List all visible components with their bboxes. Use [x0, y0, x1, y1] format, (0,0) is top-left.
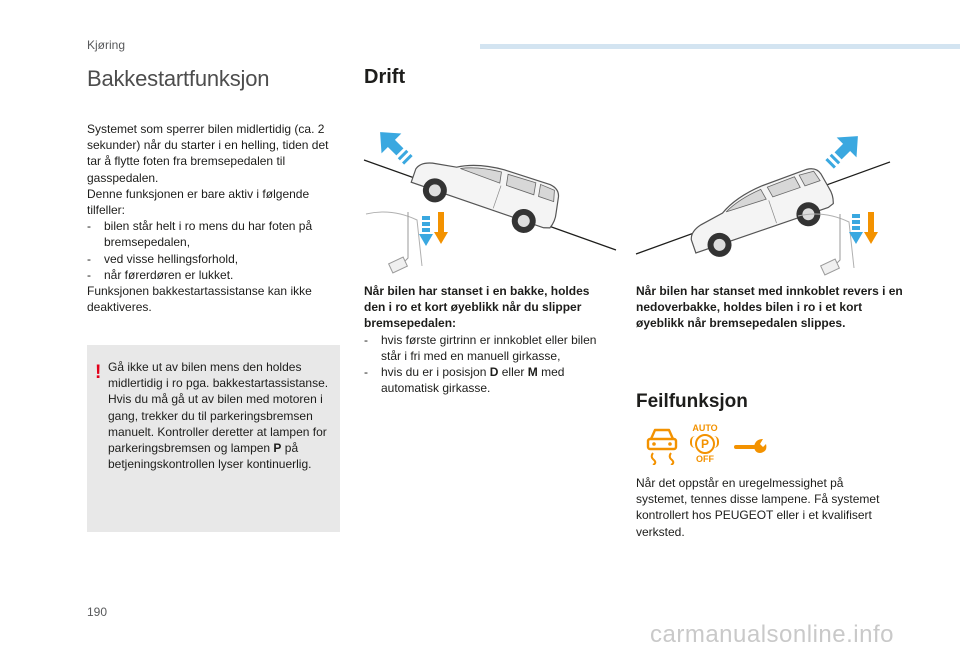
- motion-arrow-icon: [820, 126, 868, 174]
- bracket-right: [714, 436, 719, 448]
- watermark: carmanualsonline.info: [650, 621, 894, 648]
- skid-warning-icon: [644, 425, 680, 465]
- auto-label: AUTO: [692, 423, 718, 433]
- page-number: 190: [87, 605, 108, 619]
- list-item-text: med automatisk girkasse.: [381, 365, 565, 396]
- list-item-text: hvis du er i posisjon: [381, 365, 490, 380]
- bracket-left: [690, 436, 695, 448]
- pedal-icon: [366, 212, 448, 273]
- conditions-list: [87, 218, 337, 283]
- uphill-caption-block: [364, 283, 604, 396]
- off-label: OFF: [696, 454, 714, 464]
- p-circle-icon: P: [695, 434, 715, 454]
- drift-title: Drift: [364, 66, 406, 88]
- feilfunksjon-title: Feilfunksjon: [636, 391, 748, 412]
- uphill-caption: Når bilen har stanset i en bakke, holdes den i ro et kort øyeblikk når du slipper bremsepedalen:: [364, 284, 590, 331]
- downhill-caption: Når bilen har stanset med innkoblet revers i en nedoverbakke, holdes bilen i ro i et kort øyeblikk når bremsepedalen slippes.: [636, 284, 903, 331]
- intro-paragraph-3: Funksjonen bakkestartassistanse kan ikke deaktiveres.: [87, 284, 312, 315]
- exclamation-icon: !: [95, 362, 102, 383]
- downhill-car-illustration: [634, 118, 894, 278]
- wrench-icon: [734, 436, 770, 456]
- list-item: [364, 332, 604, 364]
- list-item: [364, 364, 604, 396]
- page-title: Bakkestartfunksjon: [87, 66, 270, 91]
- list-item: - bilen står helt i ro mens du har foten på bremsepedalen,: [87, 218, 337, 250]
- list-item: - ved visse hellingsforhold,: [87, 251, 337, 267]
- header-bar: [480, 44, 960, 49]
- feilfunksjon-text: Når det oppstår en uregelmessighet på systemet, tennes disse lampene. Få systemet kontrollert hos PEUGEOT eller i et kvalifisert verksted.: [636, 476, 880, 539]
- list-item-text: eller: [498, 365, 528, 380]
- warning-text-part: på betjeningskontrollen lyser kontinuerlig.: [108, 441, 312, 472]
- warning-p-symbol: P: [273, 441, 282, 456]
- warning-text-part: Gå ikke ut av bilen mens den holdes midlertidig i ro pga. bakkestartassistanse. Hvis du må gå ut av bilen med motoren i gang, trekker du til parkeringsbremsen manuelt. Kontroller deretter at lampen for parkeringsbremsen og lampen: [108, 360, 329, 456]
- warning-text: [108, 359, 336, 472]
- gear-d-label: D: [489, 365, 499, 380]
- uphill-list: [364, 332, 604, 397]
- list-item: - når førerdøren er lukket.: [87, 267, 337, 283]
- car-icon: [407, 142, 565, 242]
- uphill-car-illustration: [362, 118, 618, 278]
- gear-m-label: M: [527, 365, 538, 380]
- list-item-text: hvis første girtrinn er innkoblet eller bilen står i fri med en manuell girkasse,: [381, 332, 597, 363]
- motion-arrow-icon: [370, 122, 418, 170]
- auto-park-icon: [688, 423, 722, 467]
- intro-paragraph-1: Systemet som sperrer bilen midlertidig (ca. 2 sekunder) når du starter i en helling, tiden det tar å flytte foten fra bremsepedalen til gasspedalen.: [87, 122, 329, 185]
- intro-paragraph-2: Denne funksjonen er bare aktiv i følgende tilfeller:: [87, 186, 310, 218]
- section-label: Kjøring: [87, 38, 126, 52]
- intro-text: [87, 121, 337, 315]
